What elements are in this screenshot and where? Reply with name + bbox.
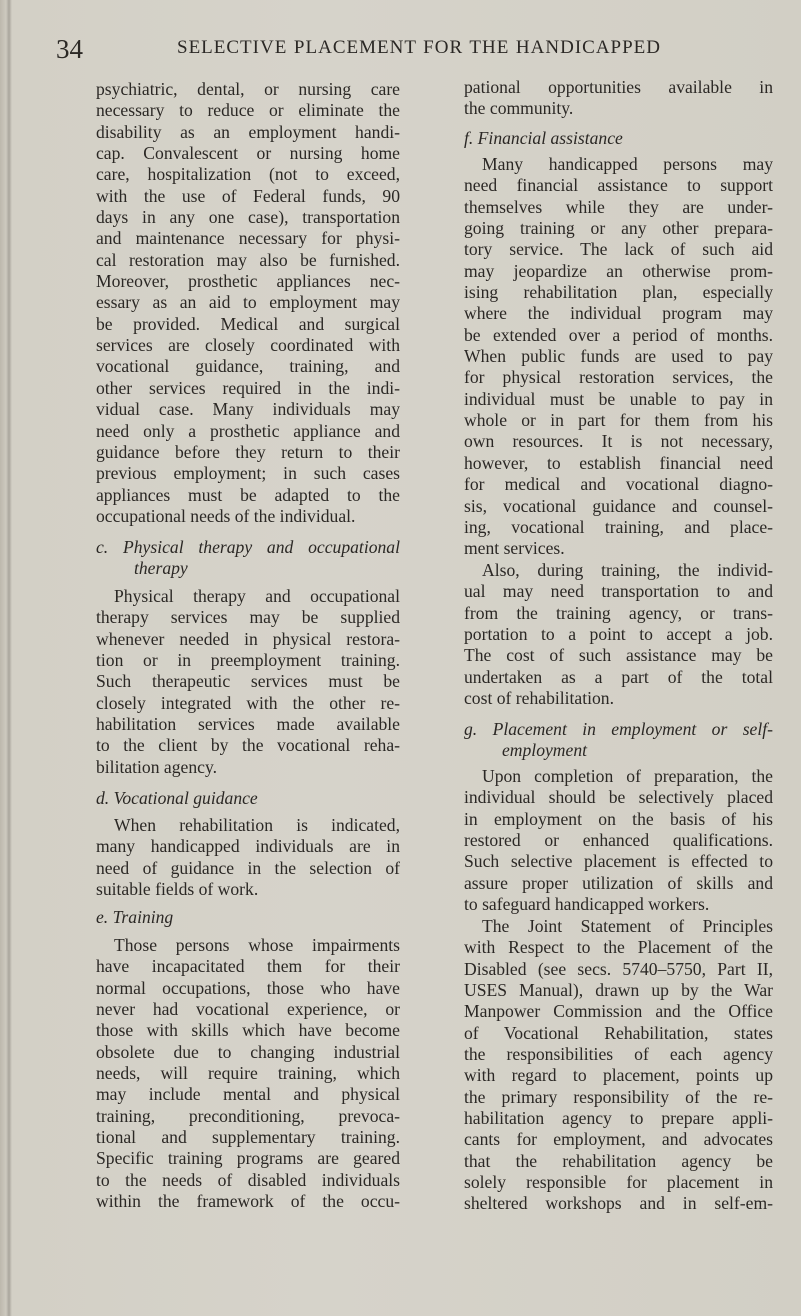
text-line: cost of rehabilitation. [464,688,614,709]
text-line: guidance before they return to their [96,441,400,462]
heading-line: e. Training [96,907,174,927]
text-line: care, hospitalization (not to exceed, [96,164,400,185]
text-line: be provided. Medical and surgical [96,313,400,334]
text-line: however, to establish financial need [464,452,773,473]
text-line: normal occupations, those who have [96,977,400,998]
text-line: Also, during training, the individ- [482,560,773,580]
text-line: have incapacitated them for their [96,956,400,977]
text-line: sheltered workshops and in self-em- [464,1193,773,1214]
text-line: other services required in the indi- [96,377,400,398]
text-line: be extended over a period of months. [464,324,773,345]
text-line: habilitation services made available [96,714,400,735]
text-line: When public funds are used to pay [464,346,773,367]
text-line: training, preconditioning, prevoca- [96,1105,400,1126]
text-line: services are closely coordinated with [96,335,400,356]
text-line: ising rehabilitation plan, especially [464,282,773,303]
text-line: many handicapped individuals are in [96,836,400,857]
text-line: need only a prosthetic appliance and [96,420,400,441]
paragraph-placement [464,766,773,915]
text-line: themselves while they are under- [464,196,773,217]
text-line: portation to a point to accept a job. [464,624,773,645]
text-line: need financial assistance to support [464,175,773,196]
heading-financial-assistance [464,128,773,149]
text-line: When rehabilitation is indicated, [114,815,400,835]
heading-placement [464,719,773,762]
text-line: with regard to placement, points up [464,1065,773,1086]
text-line: that the rehabilitation agency be [464,1150,773,1171]
text-line: may jeopardize an otherwise prom- [464,260,773,281]
text-line: ual may need transportation to and [464,581,773,602]
text-line: never had vocational experience, or [96,999,400,1020]
text-line: bilitation agency. [96,756,217,777]
text-line: going training or any other prepara- [464,218,773,239]
text-line: need of guidance in the selection of [96,857,400,878]
text-line: for physical restoration services, the [464,367,773,388]
text-line: Such therapeutic services must be [96,671,400,692]
text-line: The cost of such assistance may be [464,645,773,666]
running-title: SELECTIVE PLACEMENT FOR THE HANDICAPPED [177,37,661,58]
heading-line: f. Financial assistance [464,128,623,148]
text-line: habilitation agency to prepare appli- [464,1108,773,1129]
text-line: those with skills which have become [96,1020,400,1041]
text-line: pational opportunities available in [464,77,773,97]
text-line: Upon completion of preparation, the [482,766,773,786]
heading-training [96,907,400,928]
text-line: occupational needs of the individual. [96,505,356,526]
text-line: from the training agency, or trans- [464,602,773,623]
heading-line: d. Vocational guidance [96,788,258,808]
text-line: whole or in part for them from his [464,410,773,431]
text-line: whenever needed in physical restora- [96,628,400,649]
text-line: in employment on the basis of his [464,808,773,829]
text-line: USES Manual), drawn up by the War [464,980,773,1001]
text-line: of Vocational Rehabilitation, states [464,1022,773,1043]
heading-line: employment [502,740,588,761]
text-line: therapy services may be supplied [96,607,400,628]
text-line: necessary to reduce or eliminate the [96,100,400,121]
text-line: to the needs of disabled individuals [96,1169,400,1190]
text-line: Moreover, prosthetic appliances nec- [96,271,400,292]
text-line: vidual case. Many individuals may [96,399,400,420]
text-line: the community. [464,98,574,119]
heading-line: c. Physical therapy and occupational [96,537,400,557]
text-line: individual should be selectively placed [464,787,773,808]
text-line: disability as an employment handi- [96,121,400,142]
text-line: Physical therapy and occupational [114,586,400,606]
text-line: individual must be unable to pay in [464,388,773,409]
text-line: to the client by the vocational reha- [96,735,400,756]
text-line: tional and supplementary training. [96,1127,400,1148]
page-number: 34 [56,34,83,64]
text-line: with the use of Federal funds, 90 [96,185,400,206]
text-line: assure proper utilization of skills and [464,872,773,893]
text-line: own resources. It is not necessary, [464,431,773,452]
text-line: Disabled (see secs. 5740–5750, Part II, [464,958,773,979]
text-line: tion or in preemployment training. [96,650,400,671]
text-line: cants for employment, and advocates [464,1129,773,1150]
text-line: Such selective placement is effected to [464,851,773,872]
text-line: tory service. The lack of such aid [464,239,773,260]
text-line: within the framework of the occu- [96,1191,400,1212]
text-line: Many handicapped persons may [482,154,773,174]
text-line: days in any one case), transportation [96,207,400,228]
text-line: undertaken as a part of the total [464,666,773,687]
text-line: needs, will require training, which [96,1063,400,1084]
text-line: to safeguard handicapped workers. [464,894,710,915]
text-line: suitable fields of work. [96,879,259,900]
heading-physical-therapy [96,537,400,580]
paragraph-medical-services [96,79,400,527]
text-line: Those persons whose impairments [114,935,400,955]
paragraph-physical-therapy [96,586,400,778]
heading-line: g. Placement in employment or self- [464,719,773,739]
text-line: where the individual program may [464,303,773,324]
paragraph-financial-assistance [464,154,773,560]
paragraph-vocational-guidance [96,815,400,900]
text-line: the primary responsibility of the re- [464,1086,773,1107]
paragraph-transportation [464,560,773,709]
text-line: cap. Convalescent or nursing home [96,143,400,164]
text-line: may include mental and physical [96,1084,400,1105]
text-line: ing, vocational training, and place- [464,516,773,537]
heading-line: therapy [134,558,188,579]
text-line: vocational guidance, training, and [96,356,400,377]
text-line: restored or enhanced qualifications. [464,830,773,851]
text-line: Specific training programs are geared [96,1148,400,1169]
text-line: previous employment; in such cases [96,463,400,484]
text-line: appliances must be adapted to the [96,484,400,505]
text-line: The Joint Statement of Principles [482,916,773,936]
text-line: closely integrated with the other re- [96,692,400,713]
paragraph-continuation [464,77,773,120]
text-line: and maintenance necessary for physi- [96,228,400,249]
text-line: Manpower Commission and the Office [464,1001,773,1022]
text-line: sis, vocational guidance and counsel- [464,495,773,516]
text-line: the responsibilities of each agency [464,1044,773,1065]
paragraph-training [96,935,400,1212]
text-line: obsolete due to changing industrial [96,1041,400,1062]
paragraph-joint-statement [464,916,773,1215]
text-line: essary as an aid to employment may [96,292,400,313]
text-line: ment services. [464,538,565,559]
text-line: psychiatric, dental, or nursing care [96,79,400,99]
text-line: with Respect to the Placement of the [464,937,773,958]
text-line: cal restoration may also be furnished. [96,249,400,270]
text-line: for medical and vocational diagno- [464,474,773,495]
text-line: solely responsible for placement in [464,1172,773,1193]
heading-vocational-guidance [96,788,400,809]
